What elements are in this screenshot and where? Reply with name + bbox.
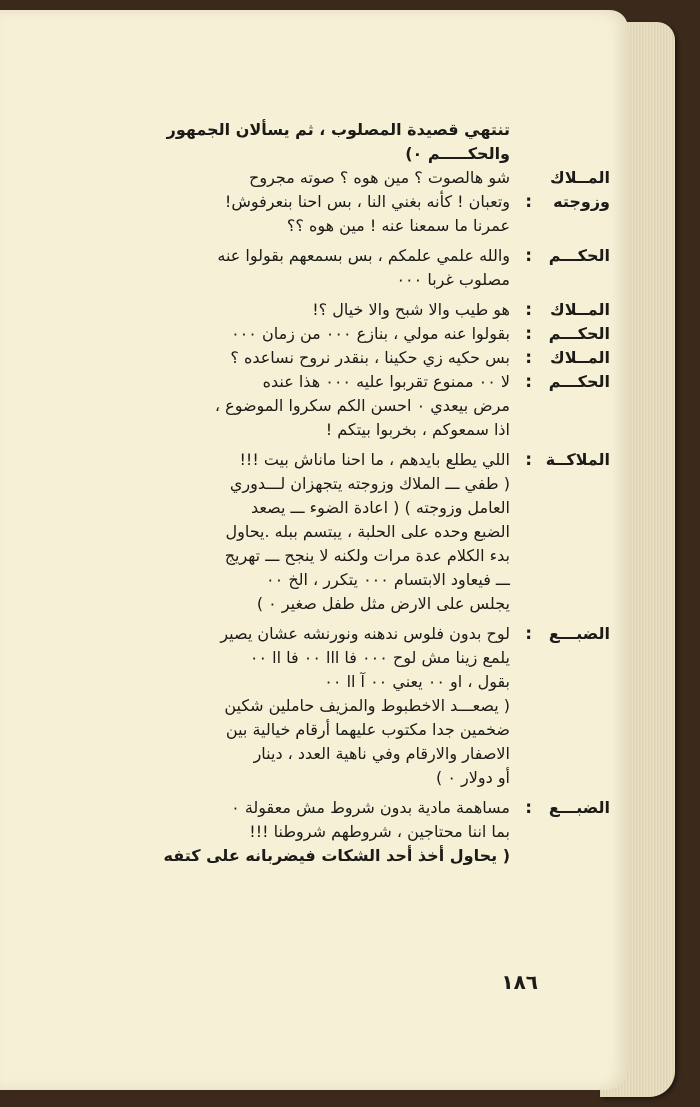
line-text: والله علمي علمكم ، بس بسمعهم بقولوا عنه bbox=[217, 246, 510, 265]
line-text: مساهمة مادية بدون شروط مش معقولة ٠ bbox=[231, 798, 510, 817]
line-text: الضبع وحده على الحلبة ، يبتسم ببله .يحاول bbox=[225, 522, 510, 541]
line-text: بما اننا محتاجين ، شروطهم شروطنا !!! bbox=[249, 822, 510, 841]
line-text: اللي يطلع بايدهم ، ما احنا ماناش بيت !!! bbox=[239, 450, 510, 469]
speaker-name: وزوجته bbox=[553, 192, 610, 211]
text-line bbox=[40, 718, 510, 742]
speaker-colon: : bbox=[525, 348, 532, 368]
text-line bbox=[40, 544, 510, 568]
line-text: وتعبان ! كأنه بغني النا ، بس احنا بنعرفوش! bbox=[224, 192, 510, 211]
speaker-name: الضبـــع bbox=[548, 624, 610, 643]
line-text: ( يحاول أخذ أحد الشكات فيضربانه على كتفه bbox=[163, 846, 510, 865]
line-text: تنتهي قصيدة المصلوب ، ثم يسألان الجمهور bbox=[166, 120, 510, 139]
text-line bbox=[40, 298, 610, 322]
text-line bbox=[40, 268, 510, 292]
text-line bbox=[40, 118, 510, 142]
text-line bbox=[40, 766, 510, 790]
text-line bbox=[40, 844, 510, 868]
text-line bbox=[40, 142, 510, 166]
text-line bbox=[40, 322, 610, 346]
text-line bbox=[40, 346, 610, 370]
text-line bbox=[40, 190, 610, 214]
line-text: عمرنا ما سمعنا عنه ! مين هوه ؟؟ bbox=[286, 216, 510, 235]
speaker-name: الحكـــم bbox=[548, 246, 610, 265]
speaker-name: الحكـــم bbox=[548, 324, 610, 343]
line-text: ضخمين جدا مكتوب عليهما أرقام خيالية بين bbox=[225, 720, 510, 739]
speaker-colon: : bbox=[525, 324, 532, 344]
speaker-colon: : bbox=[525, 192, 532, 212]
line-text: هو طيب والا شبح والا خيال ؟! bbox=[312, 300, 510, 319]
line-text: العامل وزوجته ) ( اعادة الضوء ـــ يصعد bbox=[250, 498, 510, 517]
text-line bbox=[40, 520, 510, 544]
line-text: لوح بدون فلوس ندهنه ونورنشه عشان يصير bbox=[220, 624, 510, 643]
speaker-colon: : bbox=[525, 372, 532, 392]
speaker-colon: : bbox=[525, 624, 532, 644]
text-line bbox=[40, 670, 510, 694]
text-line bbox=[40, 166, 610, 190]
line-text: يجلس على الارض مثل طفل صغير ٠ ) bbox=[256, 594, 510, 613]
line-text: يلمع زينا مش لوح ٠٠٠ فا ااا ٠٠ فا اا ٠٠ bbox=[249, 648, 510, 667]
speaker-colon: : bbox=[525, 246, 532, 266]
page-number: ١٨٦ bbox=[501, 970, 538, 994]
speaker-name: المــلاك bbox=[550, 348, 610, 367]
text-line bbox=[40, 592, 510, 616]
text-line bbox=[40, 394, 510, 418]
text-line bbox=[40, 448, 610, 472]
line-text: لا ٠٠ ممنوع تقربوا عليه ٠٠٠ هذا عنده bbox=[262, 372, 510, 391]
line-text: بقولوا عنه مولي ، بنازع ٠٠٠ من زمان ٠٠٠ bbox=[231, 324, 510, 343]
text-line bbox=[40, 796, 610, 820]
speaker-name: المــلاك bbox=[550, 300, 610, 319]
text-line bbox=[40, 214, 510, 238]
text-line bbox=[40, 622, 610, 646]
text-line bbox=[40, 742, 510, 766]
text-line bbox=[40, 568, 510, 592]
line-text: ( يصعـــد الاخطبوط والمزيف حاملين شكين bbox=[224, 696, 510, 715]
speaker-name: الحكـــم bbox=[548, 372, 610, 391]
line-text: الاصفار والارقام وفي ناهية العدد ، دينار bbox=[253, 744, 510, 763]
speaker-colon: : bbox=[525, 450, 532, 470]
line-text: بس حكيه زي حكينا ، بنقدر نروح نساعده ؟ bbox=[230, 348, 510, 367]
speaker-name: الملاكــة bbox=[545, 450, 610, 469]
speaker-colon: : bbox=[525, 798, 532, 818]
line-text: بقول ، او ٠٠ يعني ٠٠ آ اا ٠٠ bbox=[324, 672, 510, 691]
speaker-name: الضبـــع bbox=[548, 798, 610, 817]
line-text: مرض بيعدي ٠ احسن الكم سكروا الموضوع ، bbox=[214, 396, 510, 415]
speaker-name: المــلاك bbox=[550, 168, 610, 187]
text-line bbox=[40, 418, 510, 442]
speaker-colon: : bbox=[525, 300, 532, 320]
line-text: ـــ فيعاود الابتسام ٠٠٠ يتكرر ، الخ ٠٠ bbox=[266, 570, 510, 589]
text-line bbox=[40, 694, 510, 718]
line-text: شو هالصوت ؟ مين هوه ؟ صوته مجروح bbox=[249, 168, 510, 187]
text-line bbox=[40, 244, 610, 268]
text-line bbox=[40, 496, 510, 520]
line-text: أو دولار ٠ ) bbox=[436, 768, 510, 787]
line-text: ( طفي ـــ الملاك وزوجته يتجهزان لـــدوري bbox=[229, 474, 510, 493]
line-text: بدء الكلام عدة مرات ولكنه لا ينجح ـــ تهريج bbox=[224, 546, 510, 565]
page-body bbox=[40, 118, 610, 868]
text-line bbox=[40, 646, 510, 670]
text-line bbox=[40, 820, 510, 844]
line-text: اذا سمعوكم ، بخربوا بيتكم ! bbox=[325, 420, 510, 439]
line-text: مصلوب غربا ٠٠٠ bbox=[396, 270, 510, 289]
line-text: والحكـــــم ٠) bbox=[405, 144, 510, 163]
text-line bbox=[40, 472, 510, 496]
text-line bbox=[40, 370, 610, 394]
